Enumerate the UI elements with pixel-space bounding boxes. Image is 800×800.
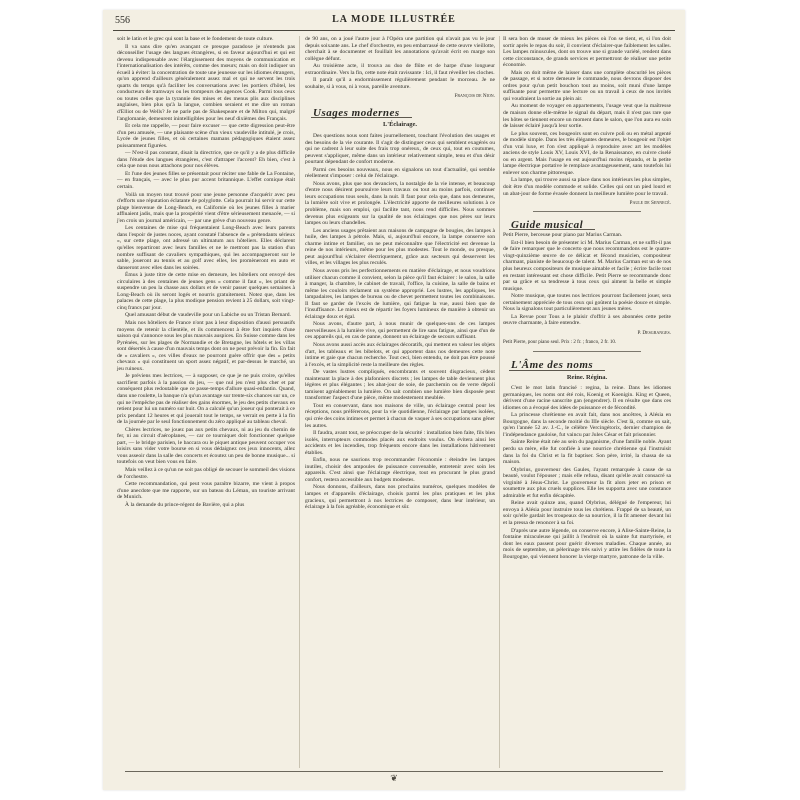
paragraph: Et cela me rappelle, — pour faire excuser — que cette digression peut-être d'un peu amusée, — une plaisante scène d'un vieux vaudeville intitulé, je crois, Lycée de jeunes filles, et où certaines mamans pédagogiques étaient assez puissamment figurées. [117,123,295,149]
header-rule [113,30,675,31]
paragraph: Des questions nous sont faites journellement, touchant l'évolution des usages et des besoins de la vie courante. Il s'agit de distinguer ceux qui semblent exagérés ou qui ne cadrent à leur suite des frais trop onéreux, de ceux qui, tout en coutumes, peuvent s'appliquer, même dans un intérieur relativement simple, tenu et d'un désir pourtant dépendant de confort moderne. [305,133,495,166]
paragraph: Quel amusant début de vaudeville pour un Labiche ou un Tristan Bernard. [125,312,291,319]
paragraph: La lampe, qui trouve aussi sa place dans nos intérieurs les plus simples, doit être d'un modèle commode et solide. Celles qui ont un pied lourd et un abat-jour de forme évasée donnent la meilleure lumière pour le travail. [503,177,672,197]
paragraph: Mais on doit même de laisser dans une complète obscurité les pièces de passage, et si notre demeure le commande, nous devrons disposer des ordres pour qu'un petit bouchon tout au moins, soit muni d'une lampe suffisante pour permettre une lecture ou un travail à ceux de nos invités qui voudraient la sortie au plein air. [503,69,671,102]
section-title-guide-musical: Guide musical [509,222,595,231]
column-1 [117,36,295,768]
paragraph: Voilà un moyen tout trouvé pour une jeune personne d'acquérir avec peu d'efforts une réputation éclatante de polyglotte. Cela pourrait lui servir sur cette plage bienvenue de Long-Beach, en Californie où les jeunes filles à marier affluaient jadis, mais que la prospérité vient d'être sérieusement menacée, — si j'en crois un journal américain, — par une grève d'un nouveau genre. [117,191,295,224]
paragraph: De vastes lustres compliqués, encombrants et souvent disgracieux, cèdent maintenant la place à des plafonniers discrets ; les lampes de table deviennent plus légères et plus élégantes ; les abat-jour de soie, de parchemin ou de verre dépoli tamisent agréablement la lumière. On sait combien une lumière bien disposée peut transformer l'aspect d'une pièce, même modestement meublée. [305,369,495,402]
paragraph: La princesse chrétienne en avait fait, dans nos ancêtres, à Alésia en Bourgogne, dans la seconde moitié du IIIe siècle. C'est là, comme on sait, qu'en l'année 52 av. J.-C., le célèbre Vercingétorix, dernier champion de l'indépendance gauloise, fut vaincu par Jules César et fait prisonnier. [503,412,671,438]
column-divider [499,36,500,768]
paragraph: de 90 ans, on a joué l'autre jour à l'Opéra une partition qui n'avait pas vu le jour depuis soixante ans. Le chef d'orchestre, en peu embarrassé de cette œuvre vieillotte, cherchait à se documenter et fouillait les annotations qu'avait écrit en marge son collègue défunt. [305,36,495,62]
footer-ornament [125,771,663,784]
paragraph: Cette recommandation, qui peut vous paraître bizarre, me vient à propos d'une anecdote que me rapporte, sur un bateau du Léman, un touriste arrivant de Munich. [117,481,295,501]
subsection-title: Reine. Régina. [566,373,608,381]
column-3 [503,36,671,768]
paragraph: Nous avons pris les perfectionnements en matière d'éclairage, et nous voudrions utiliser chacun comme il convient, selon la pièce qu'il faut éclairer : le salon, la salle à manger, la chambre, le cabinet de travail, l'office, la cuisine, la salle de bains et même les couloirs réclament un système approprié. Les lustres, les appliques, les lampadaires, les lampes de bureau ou de chevet permettent toutes les combinaisons. Il faut se garder de l'excès de lumière, qui fatigue la vue, aussi bien que de l'insuffisance. Le mieux est de répartir les foyers lumineux de manière à obtenir un éclairage doux et égal. [305,267,495,320]
paragraph: soit le latin et le grec qui sont la base et le fondement de toute culture. [117,36,274,42]
paragraph: À la demande du prince-régent de Bavière, qui a plus [125,501,245,508]
paragraph: Et l'une des jeunes filles se présentait pour réciter une fable de La Fontaine, — en français, — avec le plus pur accent britannique. L'effet comique était certain. [117,170,295,191]
paragraph: Les centaines de mise qui fréquentaient Long-Beach avec leurs parents dans l'espoir de justes noces, ayant constaté l'absence de « prétendants sérieux », sur cette plage, ont adressé un ultimatum aux hôteliers. Elles déclarent qu'elles repartiront avec leurs familles et ne le mettront pas la station d'un nombre suffisant de cavaliers sympathiques, qui les accompagneront sur le sable, joueront au tennis et au golf avec elles, les promèneront en auto et danseront avec elles dans les soirées. [117,225,295,271]
paragraph: Tout en conservant, dans nos maisons de ville, un éclairage central pour les réceptions, nous préférerons, pour la vie quotidienne, l'éclairage par lampes isolées, qui crée des coins intimes et permet à chacun de vaquer à ses occupations sans gêner les autres. [305,402,495,429]
author-signature: François de Nion. [454,93,495,100]
paragraph: Est-il bien besoin de présenter ici M. Marius Carman, et ne suffit-il pas de faire remarquer que le concerto que nous recommandons est le quatre-vingt-quinzième œuvre de ce délicat et fécond musicien, compositeur charmant, pianiste de beaucoup de talent. M. Marius Carman est un de nos plus heureux compositeurs de musique aimable et facile ; écrire facile tout en restant intéressant est chose difficile. Petit Pierre se recommande donc par sa grâce et sa tendresse à tous ceux qui aiment la belle et simple musique. [503,239,671,292]
paragraph: D'après une autre légende, on conserve encore, à Alise-Sainte-Reine, la fontaine miraculeuse qui jaillit à l'endroit où la sainte fut martyrisée, et dont les eaux passent pour guérir diverses maladies. Chaque année, au mois de septembre, un pèlerinage très suivi y attire les fidèles de toute la Bourgogne, qui viennent honorer la vierge martyre, patronne de la ville. [503,527,671,560]
paragraph: — N'est-il pas constant, disait la directrice, que ce qu'il y a de plus difficile dans l'étude des langues étrangères, c'est d'attraper l'accent? Eh bien, c'est à cela que nous nous attachons pour nos élèves. [117,150,295,170]
paragraph: Nous avons aussi accès aux éclairages décoratifs, qui mettent en valeur les objets d'art, les tableaux et les bibelots, et qui apportent dans nos demeures cette note intime et gaie que chacun recherche. Tout ceci, bien entendu, ne doit pas être poussé à l'excès, et la simplicité reste la meilleure des règles. [305,341,495,368]
page-header [113,14,675,30]
paragraph: Olybrius, gouverneur des Gaules, l'ayant remarquée à cause de sa beauté, voulut l'épouser ; mais elle refusa, disant qu'elle avait consacré sa virginité à Jésus-Christ. Le gouverneur la fit alors jeter en prison et soumettre aux plus cruels supplices. Elle les supporta avec une constance admirable et fut enfin décapitée. [503,466,671,499]
column-2 [305,36,495,768]
paragraph: Enfin, nous ne saurions trop recommander l'économie : éteindre les lampes inutiles, choisir des ampoules de puissance convenable, entretenir avec soin les appareils. C'est ainsi que l'éclairage électrique, tout en procurant le plus grand confort, restera accessible aux budgets modestes. [305,457,495,483]
paragraph: Nous donnons, d'ailleurs, dans nos prochains numéros, quelques modèles de lampes et d'appareils d'éclairage, choisis parmi les plus pratiques et les plus gracieux, qui permettront à nos lectrices de composer, dans leur intérieur, un éclairage à la fois agréable, économique et sûr. [305,484,495,511]
paragraph: C'est le mot latin francisé : regina, la reine. Dans les idiomes germaniques, les noms ont été rois, Koenig et Koenigin. King et Queen, dérivent d'une racine sanscrite gan (engendrer). Il en résulte que dans ces idiomes on a évoqué des idées de puissance et de fécondité. [503,385,671,411]
section-divider [533,351,641,352]
running-title: LA MODE ILLUSTRÉE [332,14,456,25]
paragraph: Il paraît qu'il a endormissement régulièrement pendant le morceau. Je ne souhaite, si à vous, ni à vous, pareille aventure. [305,77,495,90]
paragraph: Mais veillez à ce qu'un ne soit pas obligé de secouer le sommeil des visions de l'orchestre. [117,467,295,480]
author-signature: P. Desgranges. [637,329,671,336]
paragraph: Petit Pierre, berceuse pour piano par Marius Carman. [503,232,623,239]
column-divider [299,36,300,768]
paragraph: Émus à juste titre de cette mise en demeure, les hôteliers ont envoyé des circulaires à des centaines de jeunes gens « comme il faut », les priant de suspendre un peu la chasse aux dollars et de venir passer quelques semaines à Long-Beach où ils seront logés et nourris gratuitement. Notez que, dans les palaces de cette plage, la plus modique pension revient à 25 dollars, soit vingt-cinq francs par jour. [117,272,295,311]
paragraph: Le plus souvent, ces bougeoirs sont en cuivre poli ou en métal argenté de modèle simple. Dans les très élégantes demeures, le bougeoir est l'objet d'un vrai luxe, et l'on s'est appliqué à reproduire avec art les modèles anciens de style Louis XV, Louis XVI, de la Renaissance, en cuivre ciselé ou en argent. Mais l'usage en est aujourd'hui moins répandu, et la petite lampe électrique portative le remplace avantageusement, sans toutefois lui enlever son charme pittoresque. [503,130,671,176]
paragraph: Il va sans dire qu'en avançant ce presque paradoxe je n'entends pas déconseiller l'usage des langues étrangères, si en faveur aujourd'hui et qui est devenu indispensable avec l'élargissement des moyens de communication et l'internationalisation des intérêts, comme des mœurs; mais on doit indiquer un écueil à éviter: la concentration de toute une jeunesse sur les idiomes étrangers, qu'on apprend d'ailleurs généralement assez mal et qui ne servent les trois quarts du temps qu'à faciliter les conversations avec les portiers d'hôtel, les conducteurs de tramways ou les trompeurs des agences Cook. Parmi tous ceux ou toutes celles que la tyrannie des mises et des menus plis aux disciplines anglaises, bien plus qu'à la langue, combien seraient et me dire un roman d'Elliot ou de Wells? Je ne parle pas de Shakespeare et de Milton qui, malgré l'anglomanie, demeurent inintelligibles pour les neuf dixièmes des Français. [117,43,295,122]
paragraph: La Revue pour Tous a le plaisir d'offrir à ses abonnées cette petite œuvre charmante, à faire entendre. [503,313,671,327]
paragraph: Notre musique, que toutes nos lectrices pourront facilement jouer, sera certainement appréciée de tous ceux qui goûtent la poésie douce et simple. Nous la signalons tout particulièrement aux jeunes mères. [503,293,671,313]
price-note: Petit Pierre, pour piano seul. Prix : 2 fr. ; franco, 2 fr. 10. [503,340,617,346]
section-divider [533,211,641,212]
paragraph: Il sera bon de muser de mieux les pièces où l'on se tient, et, si l'on doit sortir après le repas du soir, il convient d'éclairer-que faiblement les salles. Les lampes minuscules, dont on trouve une si grande variété, rendent dans cette circonstance, de grands services et permettront de réaliser une petite économie. [503,36,671,69]
page-number: 556 [115,15,130,26]
paragraph: Je préviens mes lectrices, — à supposer, ce que je ne puis croire, qu'elles sacrifient parfois à la passion du jeu, — que nul jeu n'est plus cher et par conséquent plus redoutable que ce passe-temps d'allure quasi-enfantin. Quand, dans une roulette, la banque n'a qu'un avantage sur trente-six chances sur un, ce qui ne l'empêche pas de réaliser des gains énormes, le jeu des petits chevaux en retient pour lui un numéro sur huit. On a calculé qu'un joueur qui ponterait à ce prix pendant 12 heures et qui jouerait tout le temps, se verrait en perte à la fin de la journée par le seul fonctionnement du zéro appliqué au tableau cheval. [117,373,295,426]
paragraph: Reine avait quinze ans, quand Olybrius, délégué de l'empereur, lui envoya à Alésia pour instruire tous les chrétiens. Frappé de sa beauté, un soir qu'elle gardait les troupeaux de sa nourrice, il la fit amener devant lui et la pressa de renoncer à sa foi. [503,500,671,526]
paragraph: Sainte Reine était née au sein du paganisme, d'une famille noble. Ayant perdu sa mère, elle fut confiée à une nourrice chrétienne qui l'instruisit dans la foi du Christ et la fit baptiser. Son père, irrité, la chassa de sa maison. [503,439,671,466]
paragraph: Chères lectrices, ne jouez pas aux petits chevaux, ni au jeu du chemin de fer, ni au circuit d'aéroplanes, — car ce tourniquet doit fonctionner quelque part, — le bridge parisien, le baccara ou le piquet antique peuvent occuper vos loisirs sans vider votre bourse en si vous dédaignez ces jeux innocents, allez vous asseoir dans la salle des concerts et écoutez un peu de bonne musique... si toutefois on veut bien vous en faire. [117,426,295,466]
author-signature: Paule de Sennecé. [629,200,671,207]
paragraph: Au moment de voyager en appartements, l'usage veut que la maîtresse de maison donne elle-même le signal du départ, mais il n'est pas rare que les hôtes se tiennent encore un moment dans le salon, que l'on aura eu soin de laisser éclairé jusqu'à leur sortie. [503,103,671,130]
paragraph: Nous avons, plus que nos devanciers, la nostalgie de la vie intense, et beaucoup d'entre nous désirent poursuivre leurs travaux ou tout au moins parfois, continuer leurs occupations tous seuls, dans la nuit. Il faut pour cela que, dans nos demeures, la lumière soit vive et prolongée. L'électricité apporte de meilleures solutions à ce problème, mais son emploi, qui facilite tant, nous rend difficiles. Nous sommes devenus plus exigeants sur la qualité de nos éclairages que nos pères sur leurs lampes ou leurs chandelles. [305,180,495,227]
paragraph: Au troisième acte, il trouva au duo de flûte et de harpe d'une longueur extraordinaire. Vers la fin, cette note était ravissante : Ici, il faut réveiller les cloches. [305,63,495,76]
section-title-ame-des-noms: L'Âme des noms [509,362,605,371]
subsection-title: L'Éclairage. [382,121,418,129]
paragraph: Mais nos hôteliers de France n'ont pas à leur disposition d'aussi persuasifs moyens de retenir la clientèle, et ils commencent à être fort inquiets d'une saison qui s'annonce sous les plus mauvais auspices. En Suisse comme dans les Pyrénées, sur les plages de Normandie et de Bretagne, les hôtels et les villas sont désertés à cause d'un mauvais temps dont on ne peut prévoir la fin. En fait de « cavaliers », ces villes d'eaux ne pourront guère offrir que des « petits chevaux » qui constituent un sport assez négatif, et par-dessus le marché, un jeu ruineux. [117,319,295,372]
paragraph: Il faudra, avant tout, se préoccuper de la sécurité : installation bien faite, fils bien isolés, interrupteurs commodes placés aux endroits voulus. On évitera ainsi les accidents et les incendies, trop fréquents encore dans les installations hâtivement établies. [305,430,495,456]
paragraph: Les anciens usages prêtaient aux maisons de campagne de bougies, des lampes à huile, des lampes à pétrole. Mais, si, aujourd'hui encore, la lampe conserve son charme intime et familier, on ne peut méconnaître que l'électricité est devenue la reine de nos intérieurs, même pour les plus modestes. Tout le monde, ou presque, peut aujourd'hui s'éclairer électriquement, grâce aux secteurs qui desservent les villes, et les villages les plus reculés. [305,227,495,267]
paragraph: Nous avons, d'autre part, à nous munir de quelques-uns de ces lampes merveilleuses à la lumière vive, qui permettent de lire sans fatigue, ainsi que d'un de ces appareils qui, en cas de panne, donnent un éclairage de secours suffisant. [305,321,495,341]
magazine-page [103,10,685,790]
paragraph: Parmi ces besoins nouveaux, nous en signalons un tout d'actualité, qui semble réellement s'imposer : celui de l'éclairage. [305,166,495,180]
section-title-usages-modernes: Usages modernes [311,110,412,119]
fleuron-icon: ❦ [390,773,398,783]
